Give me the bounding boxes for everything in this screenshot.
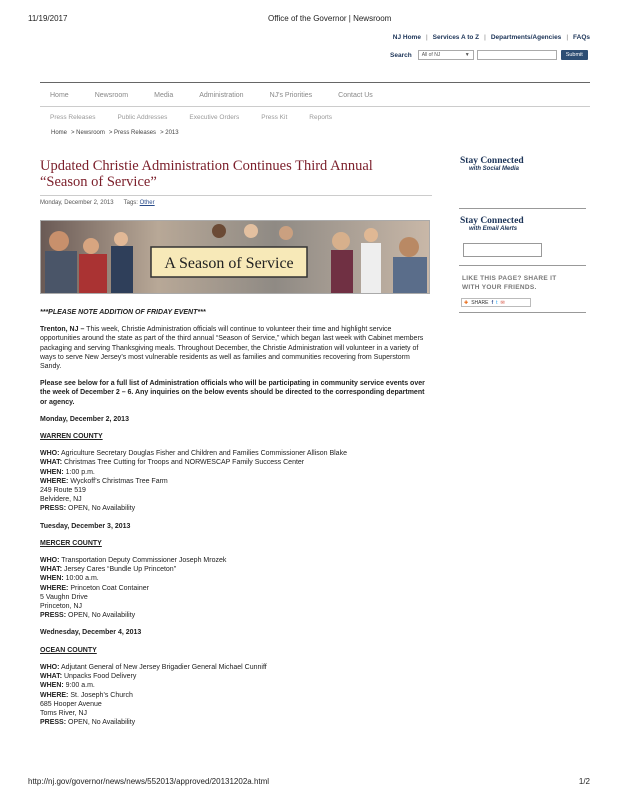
social-media-block[interactable]	[460, 156, 524, 172]
divider	[40, 106, 590, 107]
subnav-reports[interactable]: Reports	[309, 114, 333, 121]
nav-home[interactable]: Home	[50, 92, 69, 99]
event-county: MERCER COUNTY	[40, 539, 102, 547]
event-details: WHO: Agriculture Secretary Douglas Fisher and Children and Families Commissioner Allison Blake WHAT: Christmas Tree Cutting for Troops and NORWESCAP Family Success Center WHEN: 1:00 p.m. WHERE: Wyckoff’s Christmas Tree Farm 249 Route 519 Belvidere, NJ PRESS: OPEN, No Availability	[40, 450, 347, 513]
notice: ***PLEASE NOTE ADDITION OF FRIDAY EVENT***	[40, 309, 206, 316]
nav-media[interactable]: Media	[154, 92, 174, 99]
utility-links: NJ Home | Services A to Z | Departments/Agencies | FAQs	[392, 34, 590, 41]
tags-label: Tags:	[123, 200, 138, 206]
season-of-service-banner	[40, 220, 430, 294]
print-date: 11/19/2017	[28, 14, 68, 23]
faqs-link[interactable]: FAQs	[573, 34, 590, 41]
search-scope-select[interactable]: All of NJ ▼	[418, 50, 474, 60]
search-input[interactable]	[477, 50, 557, 60]
subnav-press-releases[interactable]: Press Releases	[50, 114, 96, 121]
intro-paragraph: Please see below for a full list of Administration officials who will be participating in community service events over the week of December 2 – 6. Any inquiries on the below events should be directed to the corresponding department or agency.	[40, 380, 425, 406]
nav-administration[interactable]: Administration	[199, 92, 244, 99]
print-title: Office of the Governor | Newsroom	[268, 14, 392, 23]
divider	[459, 312, 586, 313]
divider	[459, 265, 586, 266]
facebook-icon: f	[491, 299, 494, 306]
social-heading: Stay Connected	[460, 156, 524, 166]
twitter-icon: t	[496, 299, 498, 306]
search-submit-button[interactable]: Submit	[561, 50, 588, 60]
subnav-press-kit[interactable]: Press Kit	[261, 114, 288, 121]
search-bar	[390, 50, 588, 60]
crumb-home[interactable]: Home	[51, 130, 68, 136]
nj-home-link[interactable]: NJ Home	[392, 34, 421, 41]
services-link[interactable]: Services A to Z	[432, 34, 480, 41]
email-alerts-block[interactable]	[460, 216, 524, 232]
event-county: WARREN COUNTY	[40, 433, 103, 441]
email-heading: Stay Connected	[460, 216, 524, 226]
share-icon: ✚	[464, 299, 469, 306]
event-details: WHO: Adjutant General of New Jersey Brigadier General Michael Cunniff WHAT: Unpacks Food Delivery WHEN: 9:00 a.m. WHERE: St. Joseph’s Church 685 Hooper Avenue Toms River, NJ PRESS: OPEN, No Availability	[40, 663, 267, 727]
departments-link[interactable]: Departments/Agencies	[490, 34, 562, 41]
main-nav	[50, 92, 399, 99]
breadcrumb	[51, 130, 179, 136]
crumb-year[interactable]: > 2013	[160, 130, 179, 136]
article-date: Monday, December 2, 2013	[40, 200, 114, 206]
banner-photo	[41, 221, 430, 294]
nav-priorities[interactable]: NJ's Priorities	[269, 92, 313, 99]
nav-newsroom[interactable]: Newsroom	[94, 92, 129, 99]
divider	[40, 195, 432, 196]
event-day: Wednesday, December 4, 2013	[40, 629, 142, 637]
crumb-newsroom[interactable]: > Newsroom	[71, 130, 105, 136]
email-input[interactable]	[463, 243, 542, 257]
subnav-executive-orders[interactable]: Executive Orders	[189, 114, 240, 121]
footer-url: http://nj.gov/governor/news/news/552013/approved/20131202a.html	[28, 777, 270, 786]
email-icon: ✉	[500, 299, 505, 306]
share-prompt: LIKE THIS PAGE? SHARE IT WITH YOUR FRIENDS.	[462, 275, 557, 291]
event-day: Tuesday, December 3, 2013	[40, 522, 131, 530]
tag-link[interactable]: Other	[139, 200, 155, 206]
page-title: Updated Christie Administration Continues Third Annual “Season of Service”	[40, 158, 373, 190]
nav-contact[interactable]: Contact Us	[338, 92, 373, 99]
article-meta	[40, 200, 155, 206]
email-sub: with Email Alerts	[469, 226, 518, 232]
search-label: Search	[390, 51, 412, 59]
banner-text: A Season of Service	[164, 255, 294, 272]
share-button[interactable]: ✚ SHARE f t ✉	[461, 298, 531, 307]
event-day: Monday, December 2, 2013	[40, 415, 129, 423]
divider	[459, 208, 586, 209]
crumb-press-releases[interactable]: > Press Releases	[108, 130, 157, 136]
subnav-public-addresses[interactable]: Public Addresses	[117, 114, 168, 121]
chevron-down-icon: ▼	[464, 52, 470, 58]
article-body	[40, 308, 432, 735]
event-details: WHO: Transportation Deputy Commissioner Joseph Mrozek WHAT: Jersey Cares “Bundle Up Princeton” WHEN: 10:00 a.m. WHERE: Princeton Coat Container 5 Vaughn Drive Princeton, NJ PRESS: OPEN, No Availability	[40, 557, 227, 620]
event-county: OCEAN COUNTY	[40, 646, 97, 654]
divider	[40, 82, 590, 83]
footer-page: 1/2	[578, 777, 590, 786]
sub-nav	[50, 114, 354, 121]
social-sub: with Social Media	[469, 166, 520, 172]
lead-paragraph: Trenton, NJ – This week, Christie Administration officials will continue to volunteer their time and highlight service opportunities around the state as part of the third annual “Season of Service,” which began last week with Cabinet members packaging and serving Thanksgiving meals. Throughout December, the Christie Administration will volunteer in a variety of ways to serve New Jersey’s most vulnerable residents as well as families and communities recovering from Superstorm Sandy.	[40, 326, 424, 371]
